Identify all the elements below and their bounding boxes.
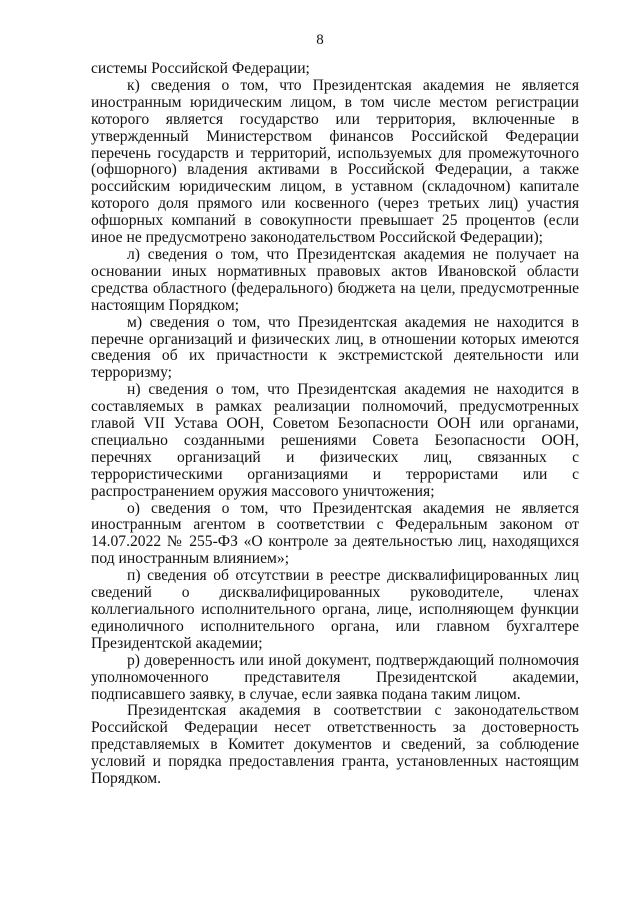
paragraph-item-p: п) сведения об отсутствии в реестре дисквалифицированных лиц сведений о дисквалифицированных руководителе, членах коллегиального исполнительного органа, лице, исполняющем функции единоличного исполнительного органа, или главном бухгалтере Президентской академии; <box>91 567 579 652</box>
page-number: 8 <box>316 32 324 48</box>
paragraph-item-r: р) доверенность или иной документ, подтверждающий полномочия уполномоченного представителя Президентской академии, подписавшего заявку, в случае, если заявка подана таким лицом. <box>91 651 579 703</box>
paragraph-item-m: м) сведения о том, что Президентская академия не находится в перечне организаций и физических лиц, в отношении которых имеются сведения об их причастности к экстремистской деятельности или терроризму; <box>91 313 579 382</box>
paragraph-item-k: к) сведения о том, что Президентская академия не является иностранным юридическим лицом, в том числе местом регистрации которого является государство или территория, включенные в утвержденный Министерством финансов Российской Федерации перечень государств и территорий, используемых для промежуточного (офшорного) владения активами в Российской Федерации, а также российским юридическим лицом, в уставном (складочном) капитале которого доля прямого или косвенного (через третьих лиц) участия офшорных компаний в совокупности превышает 25 процентов (если иное не предусмотрено законодательством Российской Федерации); <box>91 76 579 247</box>
paragraph-item-o: о) сведения о том, что Президентская академия не является иностранным агентом в соответствии с Федеральным законом от 14.07.2022 № 255-ФЗ «О контроле за деятельностью лиц, находящихся под иностранным влиянием»; <box>91 499 579 568</box>
paragraph-continuation: системы Российской Федерации; <box>91 60 310 77</box>
document-body <box>91 61 579 788</box>
paragraph-responsibility: Президентская академия в соответствии с законодательством Российской Федерации несет ответственность за достоверность представляемых в Комитет документов и сведений, за соблюдение условий и порядка предоставления гранта, установленных настоящим Порядком. <box>91 702 579 788</box>
paragraph-item-l: л) сведения о том, что Президентская академия не получает на основании иных нормативных правовых актов Ивановской области средства областного (федерального) бюджета на цели, предусмотренные настоящим Порядком; <box>91 245 579 314</box>
paragraph-item-n: н) сведения о том, что Президентская академия не находится в составляемых в рамках реализации полномочий, предусмотренных главой VII Устава ООН, Советом Безопасности ООН или органами, специально созданными решениями Совета Безопасности ООН, перечнях организаций и физических лиц, связанных с террористическими организациями и террористами или с распространением оружия массового уничтожения; <box>91 381 579 500</box>
